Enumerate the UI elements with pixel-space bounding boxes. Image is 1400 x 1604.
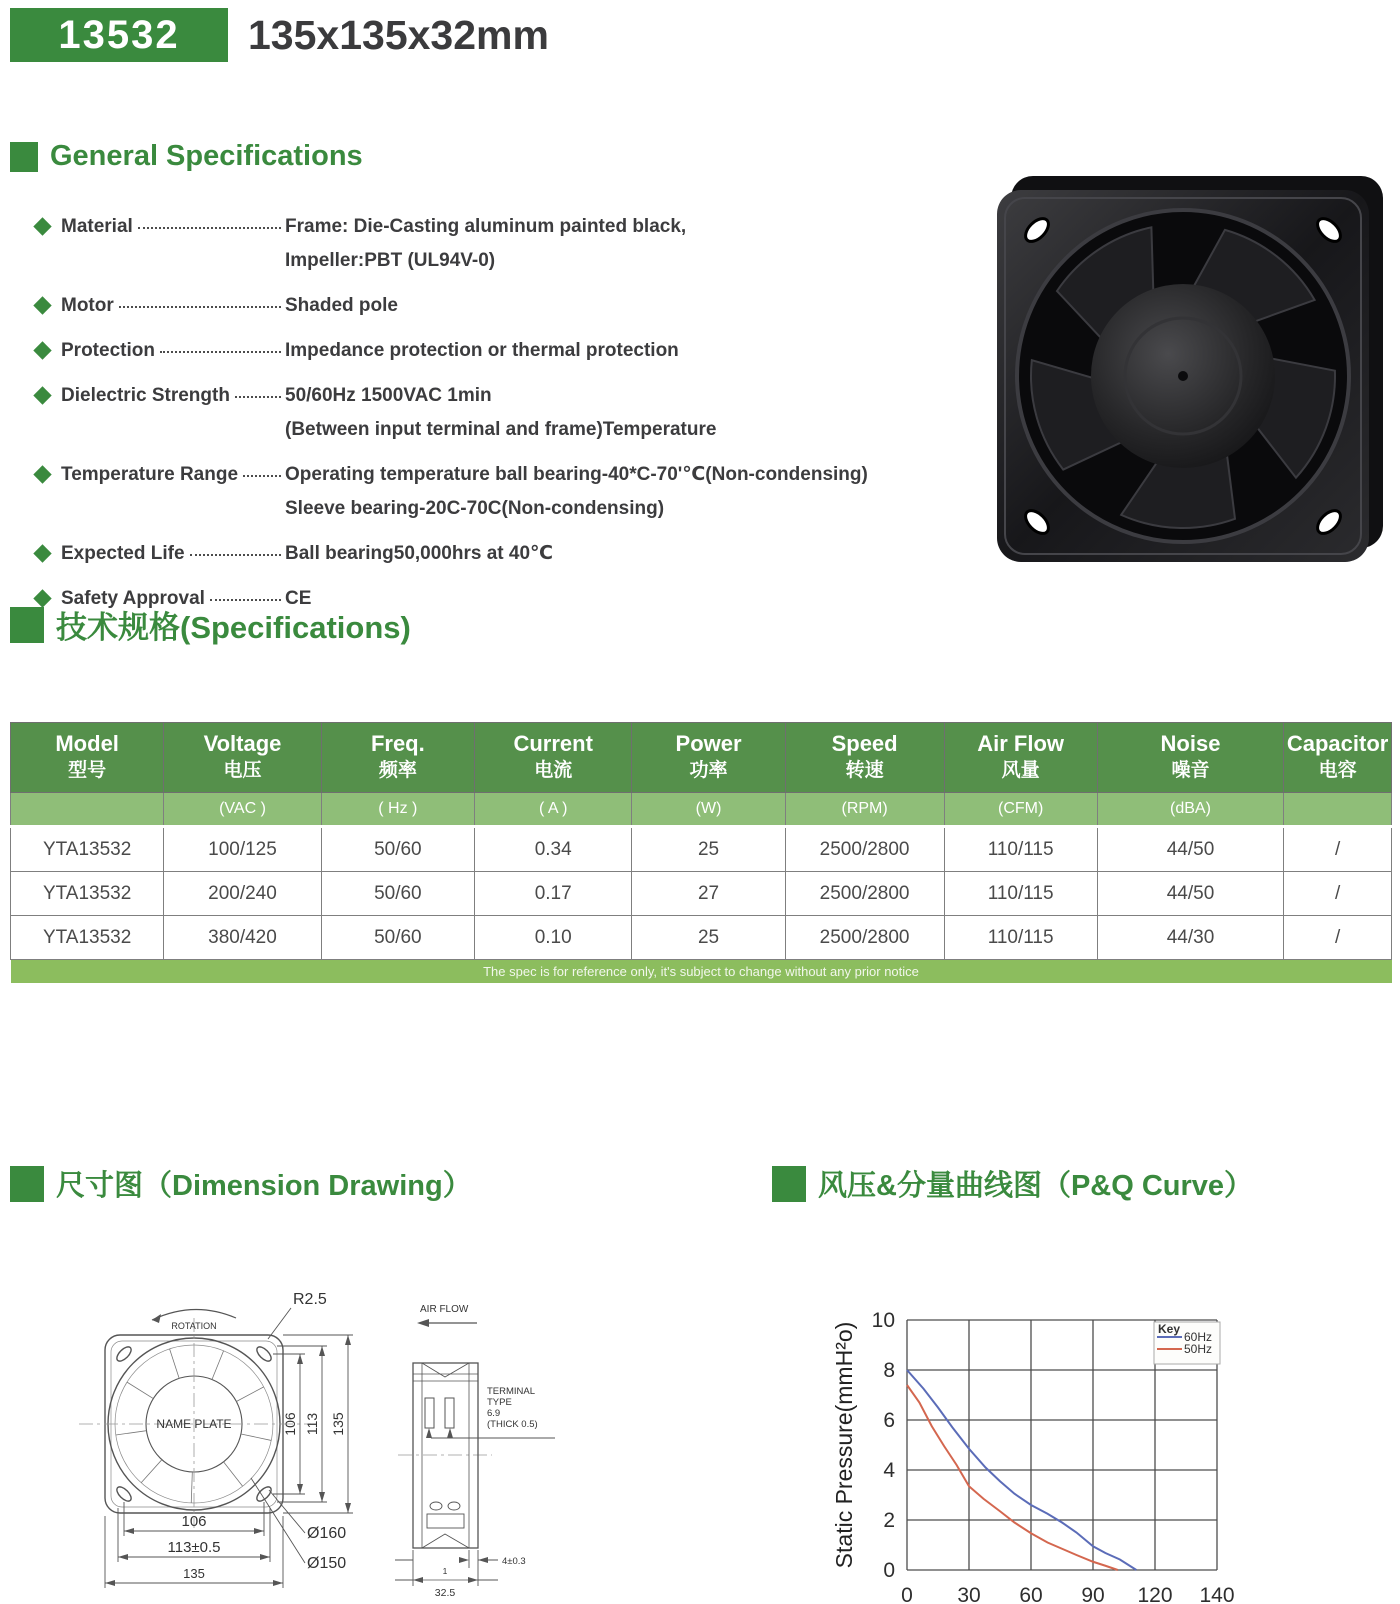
dimension-section-header [10, 1163, 472, 1204]
spec-list-item [30, 460, 965, 528]
table-cell: / [1284, 827, 1392, 872]
table-cell: 0.17 [474, 872, 631, 916]
spec-table-footnote: The spec is for reference only, it's subject to change without any prior notice [11, 960, 1392, 984]
column-unit [1284, 793, 1392, 827]
svg-text:106: 106 [181, 1513, 207, 1530]
spec-table [10, 722, 1392, 983]
dotted-leader [138, 212, 281, 229]
column-unit: (dBA) [1097, 793, 1283, 827]
svg-text:120: 120 [1137, 1584, 1173, 1604]
chart-legend [1154, 1322, 1220, 1364]
svg-text:1: 1 [442, 1566, 448, 1576]
svg-text:8: 8 [883, 1359, 895, 1382]
svg-text:0: 0 [901, 1584, 913, 1604]
svg-text:NAME PLATE: NAME PLATE [156, 1417, 232, 1431]
spec-label: Temperature Range [61, 464, 239, 485]
svg-text:Ø160: Ø160 [307, 1525, 347, 1542]
svg-text:TERMINAL: TERMINAL [487, 1386, 536, 1397]
diamond-bullet-icon [33, 544, 51, 562]
column-unit: (RPM) [785, 793, 944, 827]
table-cell: 200/240 [164, 872, 321, 916]
spec-label: Expected Life [61, 543, 185, 564]
column-header: Power 功率 [632, 723, 785, 793]
rotation-arrow [152, 1309, 236, 1331]
svg-text:6.9: 6.9 [487, 1408, 501, 1419]
table-cell: YTA13532 [11, 916, 164, 960]
section-bullet-square [10, 1166, 44, 1202]
table-cell: 0.10 [474, 916, 631, 960]
svg-text:60: 60 [1019, 1584, 1043, 1604]
general-specs-header [10, 140, 363, 173]
column-unit: ( Hz ) [321, 793, 474, 827]
svg-text:ROTATION: ROTATION [171, 1321, 217, 1331]
spec-value: 50/60Hz 1500VAC 1min (Between input terminal and frame)Temperature [285, 385, 717, 440]
spec-label: Material [61, 216, 133, 237]
spec-label: Dielectric Strength [61, 385, 230, 406]
air-flow-arrow [417, 1304, 477, 1327]
spec-value: CE [285, 588, 312, 609]
column-header: Voltage 电压 [164, 723, 321, 793]
spec-value: Frame: Die-Casting aluminum painted black, Impeller:PBT (UL94V-0) [285, 216, 687, 271]
spec-value: Ball bearing50,000hrs at 40℃ [285, 543, 554, 564]
dotted-leader [160, 336, 281, 353]
table-cell: YTA13532 [11, 827, 164, 872]
spec-table-header [10, 602, 411, 647]
table-cell: 110/115 [944, 872, 1097, 916]
spec-list-item [30, 212, 965, 280]
table-cell: 25 [632, 916, 785, 960]
section-bullet-square [772, 1166, 806, 1202]
svg-text:Ø150: Ø150 [307, 1555, 347, 1572]
svg-text:4: 4 [883, 1459, 895, 1482]
table-cell: / [1284, 872, 1392, 916]
curve-50Hz [907, 1385, 1118, 1570]
svg-text:10: 10 [871, 1309, 895, 1332]
svg-text:60Hz: 60Hz [1184, 1330, 1213, 1344]
dimension-title: 尺寸图（Dimension Drawing） [56, 1170, 472, 1202]
table-cell: 27 [632, 872, 785, 916]
general-specs-list [30, 212, 965, 629]
model-number-badge: 13532 [10, 8, 228, 62]
pq-curve-chart [830, 1228, 1390, 1604]
svg-text:113±0.5: 113±0.5 [167, 1539, 221, 1556]
fan-product-photo [985, 168, 1395, 566]
table-cell: 44/30 [1097, 916, 1283, 960]
svg-text:AIR FLOW: AIR FLOW [420, 1304, 469, 1315]
spec-label: Motor [61, 295, 114, 316]
svg-text:135: 135 [183, 1566, 205, 1581]
spec-value: Operating temperature ball bearing-40*C-70'℃(Non-condensing) Sleeve bearing-20C-70C(Non-condensing) [285, 464, 868, 519]
svg-text:Key: Key [1158, 1322, 1181, 1336]
column-unit: (CFM) [944, 793, 1097, 827]
svg-text:90: 90 [1081, 1584, 1105, 1604]
y-axis-label: Static Pressure(mmH²o) [831, 1321, 857, 1569]
svg-text:50Hz: 50Hz [1184, 1342, 1213, 1356]
general-specs-title: General Specifications [50, 140, 363, 172]
table-row [11, 872, 1392, 916]
table-cell: YTA13532 [11, 872, 164, 916]
column-unit: (W) [632, 793, 785, 827]
spec-value: Impedance protection or thermal protection [285, 340, 679, 361]
column-header: Air Flow 风量 [944, 723, 1097, 793]
diamond-bullet-icon [33, 296, 51, 314]
table-cell: 0.34 [474, 827, 631, 872]
svg-text:30: 30 [957, 1584, 981, 1604]
svg-text:0: 0 [883, 1559, 895, 1582]
column-header: Speed 转速 [785, 723, 944, 793]
spec-list-item [30, 539, 965, 573]
column-header: Freq. 频率 [321, 723, 474, 793]
table-cell: 44/50 [1097, 872, 1283, 916]
table-cell: 2500/2800 [785, 872, 944, 916]
spec-label: Safety Approval [61, 588, 205, 609]
dotted-leader [243, 460, 281, 477]
spec-list-item [30, 291, 965, 325]
column-header: Model 型号 [11, 723, 164, 793]
diamond-bullet-icon [33, 386, 51, 404]
column-header: Current 电流 [474, 723, 631, 793]
section-bullet-square [10, 607, 44, 643]
section-bullet-square [10, 142, 38, 172]
svg-text:2: 2 [883, 1509, 895, 1532]
svg-text:140: 140 [1199, 1584, 1235, 1604]
dotted-leader [119, 291, 281, 308]
table-row [11, 827, 1392, 872]
table-cell: 50/60 [321, 872, 474, 916]
dimension-drawing [55, 1228, 675, 1604]
svg-text:32.5: 32.5 [434, 1587, 456, 1599]
column-unit [11, 793, 164, 827]
table-cell: 44/50 [1097, 827, 1283, 872]
table-cell: 110/115 [944, 916, 1097, 960]
spec-list-item [30, 381, 965, 449]
table-row [11, 916, 1392, 960]
svg-text:113: 113 [304, 1412, 320, 1436]
dotted-leader [235, 381, 281, 398]
column-header: Capacitor 电容 [1284, 723, 1392, 793]
svg-text:4±0.3: 4±0.3 [502, 1556, 526, 1567]
svg-text:(THICK 0.5): (THICK 0.5) [487, 1419, 538, 1430]
column-unit: (VAC ) [164, 793, 321, 827]
table-cell: 100/125 [164, 827, 321, 872]
svg-text:135: 135 [330, 1412, 346, 1436]
page-title: 135x135x32mm [248, 11, 549, 58]
spec-value: Shaded pole [285, 295, 398, 316]
table-cell: 380/420 [164, 916, 321, 960]
spec-list-item [30, 336, 965, 370]
table-cell: 2500/2800 [785, 916, 944, 960]
table-cell: 110/115 [944, 827, 1097, 872]
side-view [413, 1363, 478, 1548]
svg-text:TYPE: TYPE [487, 1397, 512, 1408]
table-cell: / [1284, 916, 1392, 960]
column-unit: ( A ) [474, 793, 631, 827]
table-cell: 50/60 [321, 827, 474, 872]
pq-title: 风压&分量曲线图（P&Q Curve） [818, 1170, 1254, 1202]
dotted-leader [210, 584, 281, 601]
column-header: Noise 噪音 [1097, 723, 1283, 793]
table-cell: 50/60 [321, 916, 474, 960]
diamond-bullet-icon [33, 341, 51, 359]
svg-text:106: 106 [282, 1412, 298, 1436]
pq-section-header [772, 1163, 1253, 1204]
spec-label: Protection [61, 340, 155, 361]
svg-text:R2.5: R2.5 [293, 1291, 327, 1308]
spec-table-grid [10, 722, 1392, 983]
fan-hub [1091, 284, 1275, 468]
table-cell: 25 [632, 827, 785, 872]
dotted-leader [190, 539, 281, 556]
table-cell: 2500/2800 [785, 827, 944, 872]
spec-table-title: 技术规格(Specifications) [56, 610, 411, 645]
diamond-bullet-icon [33, 465, 51, 483]
svg-text:6: 6 [883, 1409, 895, 1432]
diamond-bullet-icon [33, 217, 51, 235]
